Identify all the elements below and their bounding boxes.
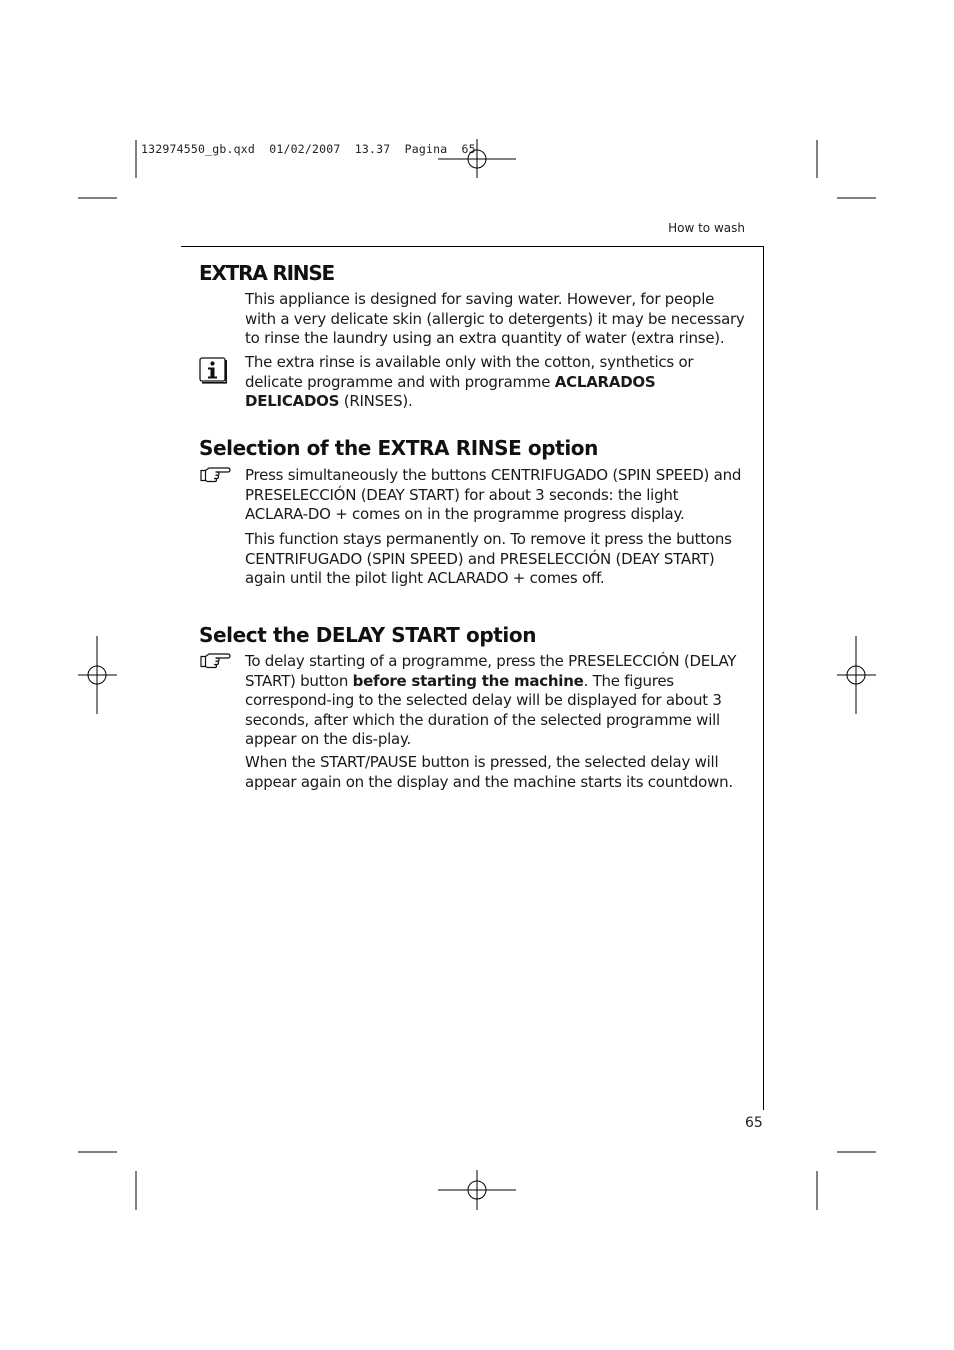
paragraph-delay-countdown: When the START/PAUSE button is pressed, the selected delay will appear again on the display and the machine starts its countdown. [245,753,733,791]
paragraph-extra-rinse-intro: This appliance is designed for saving water. However, for people with a very delicate skin (allergic to detergents) it may be necessary to rinse the laundry using an extra quantity of water (extra rinse). [245,290,745,348]
info-icon [199,357,228,384]
file-slug: 132974550_gb.qxd 01/02/2007 13.37 Pagina 65 [141,142,476,156]
programme-name: ACLARADOS DELICADOS [245,372,656,411]
margin-rule [763,246,764,1110]
header-rule [181,246,764,247]
heading-delay-start: Select the DELAY START option [199,623,537,647]
paragraph-delay-instruction: To delay starting of a programme, press the PRESELECCIÓN (DELAY START) button before starting the machine. The figures correspond-ing to the selected delay will be displayed for about 3 seconds, after which the duration of the selected programme will appear on the dis-play. [245,652,737,749]
emphasis-before-starting: before starting the machine [352,671,584,690]
paragraph-selection-instruction: Press simultaneously the buttons CENTRIFUGADO (SPIN SPEED) and PRESELECCIÓN (DEAY START) for about 3 seconds: the light ACLARA-DO + comes on in the programme progress display. [245,466,742,524]
paragraph-selection-removal: This function stays permanently on. To remove it press the buttons CENTRIFUGADO (SPIN SPEED) and PRESELECCIÓN (DEAY START) again until the pilot light ACLARADO + comes off. [245,530,732,588]
heading-selection-extra-rinse: Selection of the EXTRA RINSE option [199,436,598,460]
heading-extra-rinse: EXTRA RINSE [199,261,335,285]
pointing-hand-icon [199,652,231,669]
paragraph-extra-rinse-availability: The extra rinse is available only with the cotton, synthetics or delicate programme and with programme ACLARADOS DELICADOS (RINSES). [245,353,694,411]
page-number: 65 [745,1115,763,1131]
running-head: How to wash [668,221,745,235]
pointing-hand-icon [199,466,231,483]
